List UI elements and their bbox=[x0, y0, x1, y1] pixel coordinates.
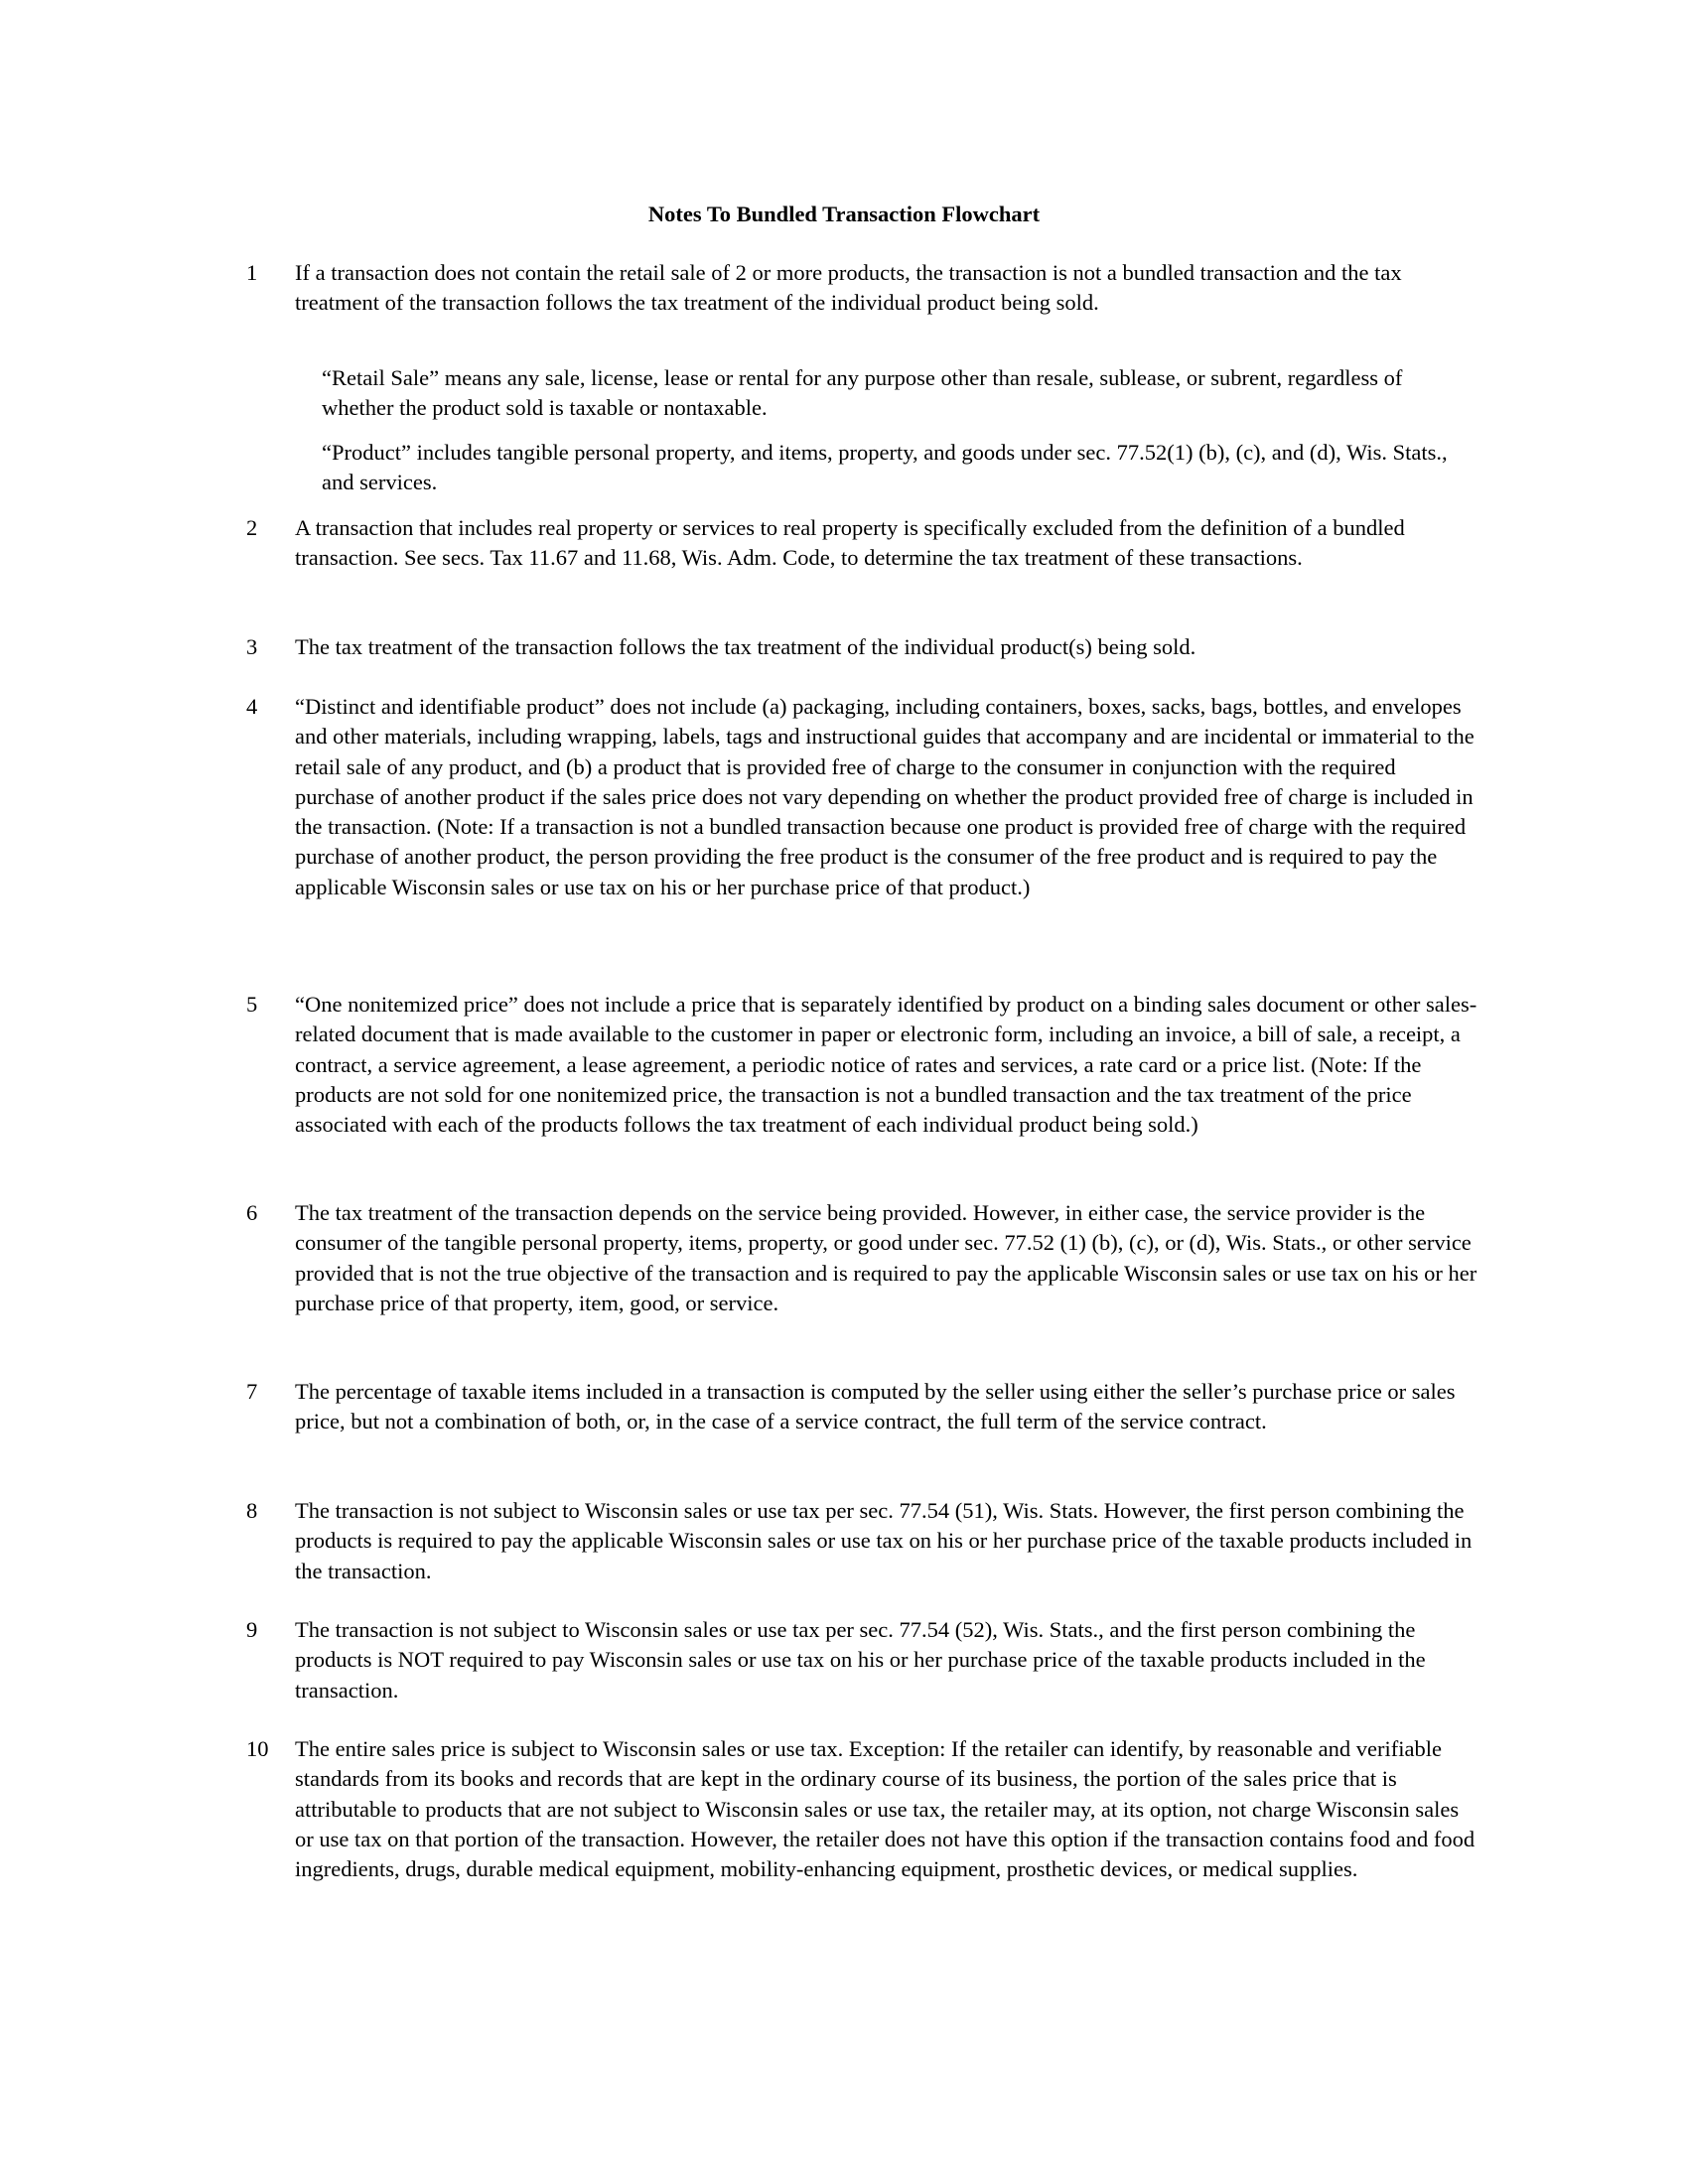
note-number: 8 bbox=[246, 1498, 258, 1523]
note-text: The tax treatment of the transaction follows the tax treatment of the individual product(s) being sold. bbox=[295, 634, 1196, 659]
note-text: The tax treatment of the transaction depends on the service being provided. However, in either case, the service provider is the consumer of the tangible personal property, items, property, or good under sec. 77.52 (1) (b), (c), or (d), Wis. Stats., or other service provided that is not the true objective of the transaction and is required to pay the applicable Wisconsin sales or use tax on his or her purchase price of that property, item, good, or service. bbox=[295, 1200, 1477, 1315]
definition-product: “Product” includes tangible personal property, and items, property, and goods under sec. 77.52(1) (b), (c), and (d), Wis. Stats., and services. bbox=[322, 440, 1448, 495]
note-text: The percentage of taxable items included in a transaction is computed by the seller using either the seller’s purchase price or sales price, but not a combination of both, or, in the case of a service contract, the full term of the service contract. bbox=[295, 1379, 1456, 1434]
note-number: 2 bbox=[246, 515, 258, 540]
note-number: 5 bbox=[246, 992, 258, 1017]
note-number: 3 bbox=[246, 634, 258, 659]
note-number: 9 bbox=[246, 1617, 258, 1642]
note-text: The entire sales price is subject to Wisconsin sales or use tax. Exception: If the retailer can identify, by reasonable and verifiable standards from its books and records that are kept in the ordinary course of its business, the portion of the sales price that is attributable to products that are not subject to Wisconsin sales or use tax, the retailer may, at its option, not charge Wisconsin sales or use tax on that portion of the transaction. However, the retailer does not have this option if the transaction contains food and food ingredients, drugs, durable medical equipment, mobility-enhancing equipment, prosthetic devices, or medical supplies. bbox=[295, 1736, 1476, 1882]
note-text: If a transaction does not contain the retail sale of 2 or more products, the transaction is not a bundled transaction and the tax treatment of the transaction follows the tax treatment of the individual product being sold. bbox=[295, 260, 1402, 316]
note-number: 4 bbox=[246, 694, 258, 719]
note-text: A transaction that includes real property or services to real property is specifically excluded from the definition of a bundled transaction. See secs. Tax 11.67 and 11.68, Wis. Adm. Code, to determine the tax treatment of these transactions. bbox=[295, 515, 1405, 571]
note-text: The transaction is not subject to Wisconsin sales or use tax per sec. 77.54 (52), Wis. Stats., and the first person combining the products is NOT required to pay Wisconsin sales or use tax on his or her purchase price of the taxable products included in the transaction. bbox=[295, 1617, 1426, 1703]
definition-retail-sale: “Retail Sale” means any sale, license, lease or rental for any purpose other than resale, sublease, or subrent, regardless of whether the product sold is taxable or nontaxable. bbox=[322, 365, 1403, 421]
note-text: “One nonitemized price” does not include a price that is separately identified by product on a binding sales document or other sales-related document that is made available to the customer in paper or electronic form, including an invoice, a bill of sale, a receipt, a contract, a service agreement, a lease agreement, a periodic notice of rates and services, a rate card or a price list. (Note: If the products are not sold for one nonitemized price, the transaction is not a bundled transaction and the tax treatment of the price associated with each of the products follows the tax treatment of each individual product being sold.) bbox=[295, 992, 1477, 1138]
note-number: 7 bbox=[246, 1379, 258, 1404]
note-text: “Distinct and identifiable product” does not include (a) packaging, including containers, boxes, sacks, bags, bottles, and envelopes and other materials, including wrapping, labels, tags and instructional guides that accompany and are incidental or immaterial to the retail sale of any product, and (b) a product that is provided free of charge to the consumer in conjunction with the required purchase of another product if the sales price does not vary depending on whether the product provided free of charge is included in the transaction. (Note: If a transaction is not a bundled transaction because one product is provided free of charge with the required purchase of another product, the person providing the free product is the consumer of the free product and is required to pay the applicable Wisconsin sales or use tax on his or her purchase price of that product.) bbox=[295, 694, 1475, 899]
note-number: 10 bbox=[246, 1736, 269, 1761]
page-title: Notes To Bundled Transaction Flowchart bbox=[647, 202, 1041, 226]
note-number: 1 bbox=[246, 260, 258, 285]
note-text: The transaction is not subject to Wisconsin sales or use tax per sec. 77.54 (51), Wis. Stats. However, the first person combining the products is required to pay the applicable Wisconsin sales or use tax on his or her purchase price of the taxable products included in the transaction. bbox=[295, 1498, 1473, 1583]
note-number: 6 bbox=[246, 1200, 258, 1225]
